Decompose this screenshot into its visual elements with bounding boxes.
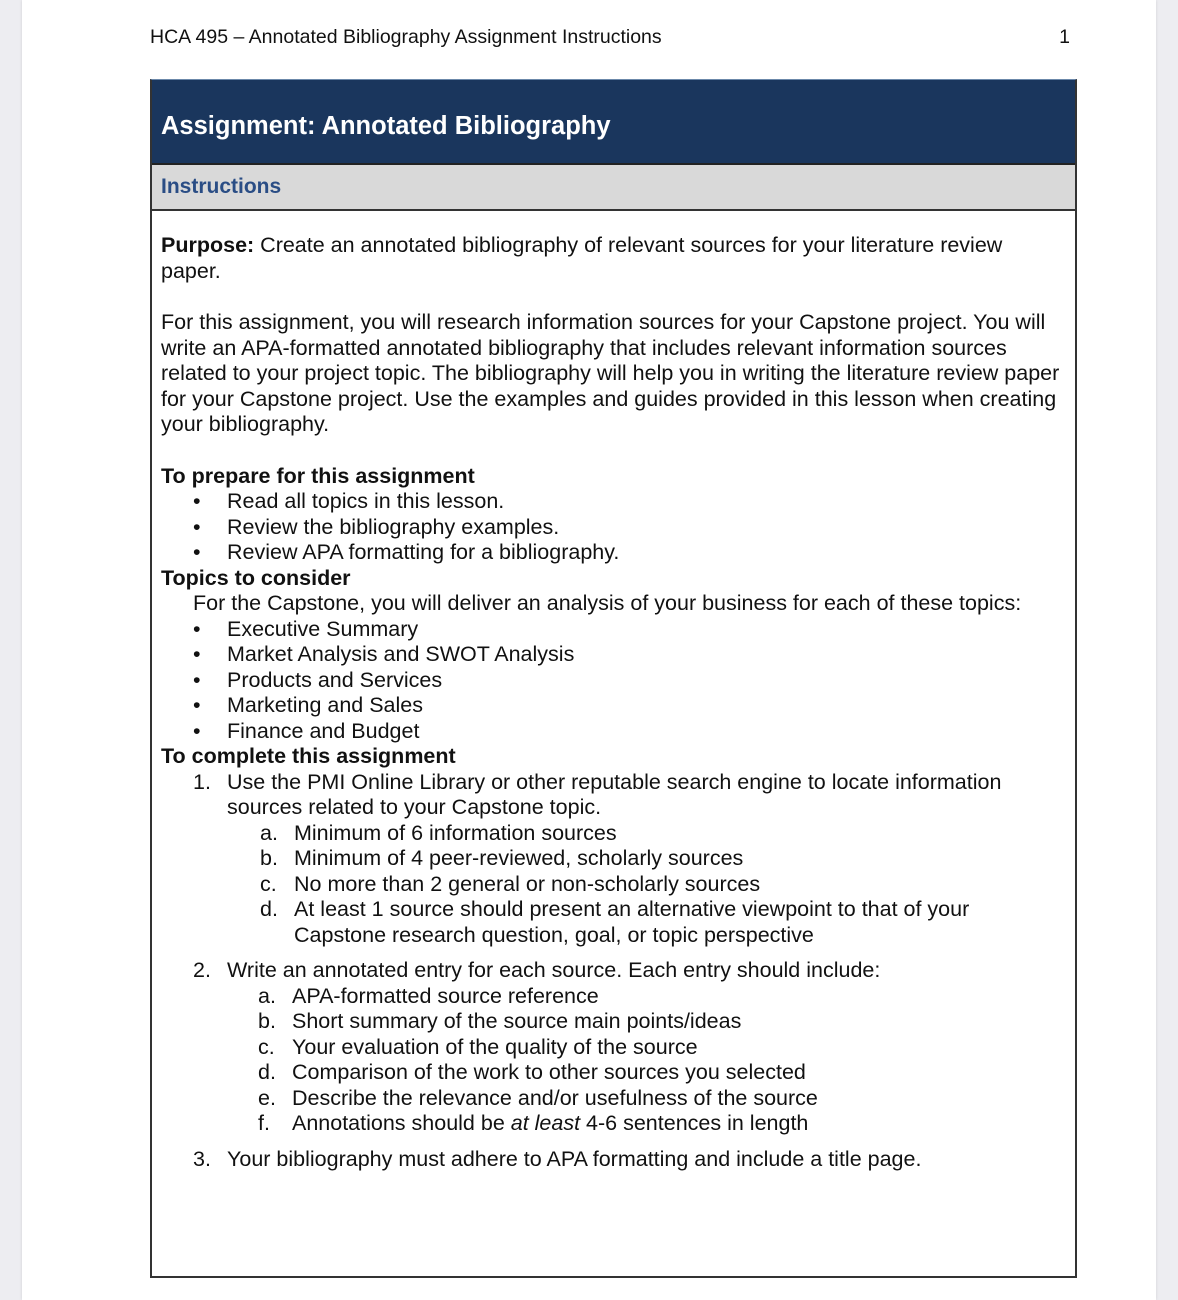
substep-letter: b. (258, 1009, 276, 1033)
instructions-band (152, 165, 1075, 211)
title-band (152, 80, 1075, 165)
substep-item (227, 1086, 1065, 1112)
bullet-icon: • (193, 540, 201, 564)
intro-paragraph: For this assignment, you will research information sources for your Capstone project. You will write an APA-formatted annotated bibliography that includes relevant information sources related to your project topic. The bibliography will help you in writing the literature review paper for your Capstone project. Use the examples and guides provided in this lesson when creating your bibliography. (161, 310, 1060, 436)
assignment-title: Assignment: Annotated Bibliography (161, 112, 611, 140)
list-item-text: Products and Services (227, 667, 443, 692)
substep-text: Comparison of the work to other sources you selected (292, 1060, 806, 1084)
list-item (161, 515, 1065, 541)
step-text: Use the PMI Online Library or other reputable search engine to locate information sources related to your Capstone topic. (227, 769, 1002, 819)
substep-letter: a. (258, 983, 276, 1008)
substep-text: APA-formatted source reference (292, 983, 599, 1008)
substep-letter: d. (258, 1060, 276, 1084)
substep-letter: d. (260, 897, 278, 921)
substep-text: No more than 2 general or non-scholarly sources (294, 871, 761, 896)
substep-item (227, 846, 1065, 872)
step-number: 1. (193, 769, 211, 794)
substep-item (227, 1111, 1065, 1137)
list-item (161, 540, 1065, 566)
list-item (161, 719, 1065, 745)
bullet-icon: • (193, 642, 201, 666)
list-item-text: Finance and Budget (227, 718, 420, 743)
substep-text: Minimum of 4 peer-reviewed, scholarly sources (294, 846, 744, 870)
substep-item (227, 984, 1065, 1010)
list-item (161, 642, 1065, 668)
substep-letter: c. (260, 871, 277, 896)
substep-item (227, 872, 1065, 898)
prepare-list (161, 489, 1065, 566)
complete-steps (161, 770, 1065, 1173)
substep-item (227, 821, 1065, 847)
step-item (161, 770, 1065, 949)
list-item (161, 668, 1065, 694)
substep-letter: b. (260, 846, 278, 870)
substep-text-before: Annotations should be (292, 1111, 511, 1135)
substep-letter: e. (258, 1085, 276, 1110)
substep-text-after: 4-6 sentences in length (580, 1111, 809, 1135)
topics-intro: For the Capstone, you will deliver an analysis of your business for each of these topics: (193, 591, 1022, 615)
prepare-heading: To prepare for this assignment (161, 463, 475, 488)
substep-item (227, 897, 1065, 948)
instructions-heading: Instructions (161, 175, 282, 198)
complete-heading: To complete this assignment (161, 744, 456, 768)
step-sublist (227, 984, 1065, 1137)
step-text: Your bibliography must adhere to APA formatting and include a title page. (227, 1146, 922, 1171)
substep-item (227, 1009, 1065, 1035)
purpose-text: Create an annotated bibliography of relevant sources for your literature review paper. (161, 233, 1003, 283)
instructions-body (152, 211, 1075, 1172)
substep-text: Your evaluation of the quality of the source (292, 1034, 698, 1059)
step-number: 2. (193, 958, 211, 982)
substep-item (227, 1035, 1065, 1061)
bullet-icon: • (193, 667, 201, 692)
purpose-label: Purpose: (161, 233, 255, 257)
bullet-icon: • (193, 693, 201, 717)
step-item (161, 1147, 1065, 1173)
list-item-text: Executive Summary (227, 616, 419, 641)
list-item (161, 617, 1065, 643)
page-number: 1 (1059, 26, 1070, 48)
step-number: 3. (193, 1146, 211, 1171)
substep-letter: f. (258, 1111, 270, 1135)
running-header (150, 26, 1076, 49)
bullet-icon: • (193, 489, 201, 513)
substep-item (227, 1060, 1065, 1086)
assignment-table (150, 79, 1077, 1278)
step-sublist (227, 821, 1065, 949)
substep-text: Minimum of 6 information sources (294, 820, 617, 845)
substep-text (292, 1111, 808, 1135)
topics-heading: Topics to consider (161, 565, 351, 590)
step-item (161, 958, 1065, 1137)
list-item (161, 693, 1065, 719)
list-item-text: Market Analysis and SWOT Analysis (227, 642, 575, 666)
running-header-title: HCA 495 – Annotated Bibliography Assignment Instructions (150, 26, 662, 48)
substep-letter: a. (260, 820, 278, 845)
bullet-icon: • (193, 718, 201, 743)
list-item (161, 489, 1065, 515)
list-item-text: Read all topics in this lesson. (227, 489, 505, 513)
substep-text: Short summary of the source main points/ideas (292, 1009, 742, 1033)
bullet-icon: • (193, 514, 201, 539)
document-page (22, 0, 1156, 1300)
topics-list (161, 617, 1065, 745)
substep-letter: c. (258, 1034, 275, 1059)
substep-text: At least 1 source should present an alternative viewpoint to that of your Capstone research question, goal, or topic perspective (294, 897, 970, 947)
step-text: Write an annotated entry for each source. Each entry should include: (227, 958, 881, 982)
substep-text: Describe the relevance and/or usefulness of the source (292, 1085, 818, 1110)
purpose-paragraph (161, 233, 1065, 284)
substep-text-emphasis: at least (510, 1111, 581, 1135)
list-item-text: Marketing and Sales (227, 693, 423, 717)
list-item-text: Review APA formatting for a bibliography. (227, 540, 620, 564)
bullet-icon: • (193, 616, 201, 641)
list-item-text: Review the bibliography examples. (227, 514, 560, 539)
